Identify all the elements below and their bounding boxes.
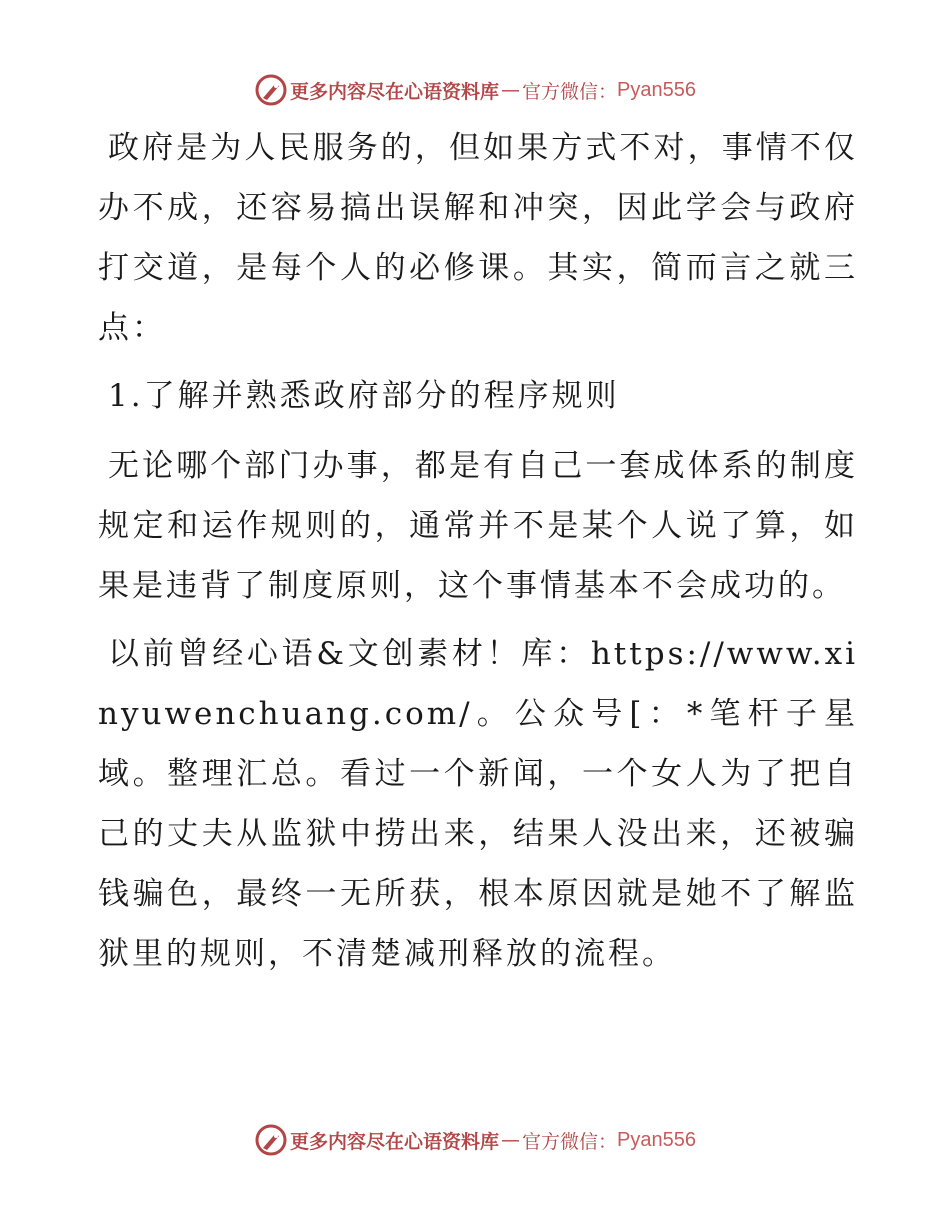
banner-wechat-id: Pyan556: [617, 1128, 696, 1151]
header-banner: [0, 70, 950, 110]
intro-paragraph: 政府是为人民服务的，但如果方式不对，事情不仅办不成，还容易搞出误解和冲突，因此学会与政府打交道，是每个人的必修课。其实，简而言之就三点：: [98, 130, 858, 346]
pen-nib-logo-icon: [254, 1123, 288, 1157]
section-heading-1: 1.了解并熟悉政府部分的程序规则: [108, 378, 620, 414]
banner-dash: —: [501, 1129, 521, 1151]
body-paragraph-1: 无论哪个部门办事，都是有自己一套成体系的制度规定和运作规则的，通常并不是某个人说了算，如果是违背了制度原则，这个事情基本不会成功的。: [98, 448, 858, 604]
banner-dash: —: [501, 79, 521, 101]
pen-nib-logo-icon: [254, 73, 288, 107]
banner-official-label: 官方微信：: [522, 1130, 618, 1153]
banner-wechat-id: Pyan556: [617, 78, 696, 101]
banner-official-label: 官方微信：: [522, 80, 618, 103]
footer-banner: [0, 1120, 950, 1160]
body-paragraph-2: 以前曾经心语&文创素材！库：https://www.xinyuwenchuang.com/。公众号[：*笔杆子星域。整理汇总。看过一个新闻，一个女人为了把自己的丈夫从监狱中捞出来，结果人没出来，还被骗钱骗色，最终一无所获，根本原因就是她不了解监狱里的规则，不清楚减刑释放的流程。: [98, 636, 858, 972]
banner-brand-text: 更多内容尽在心语资料库: [290, 1130, 500, 1153]
banner-brand-text: 更多内容尽在心语资料库: [290, 80, 500, 103]
document-body: [98, 118, 858, 992]
